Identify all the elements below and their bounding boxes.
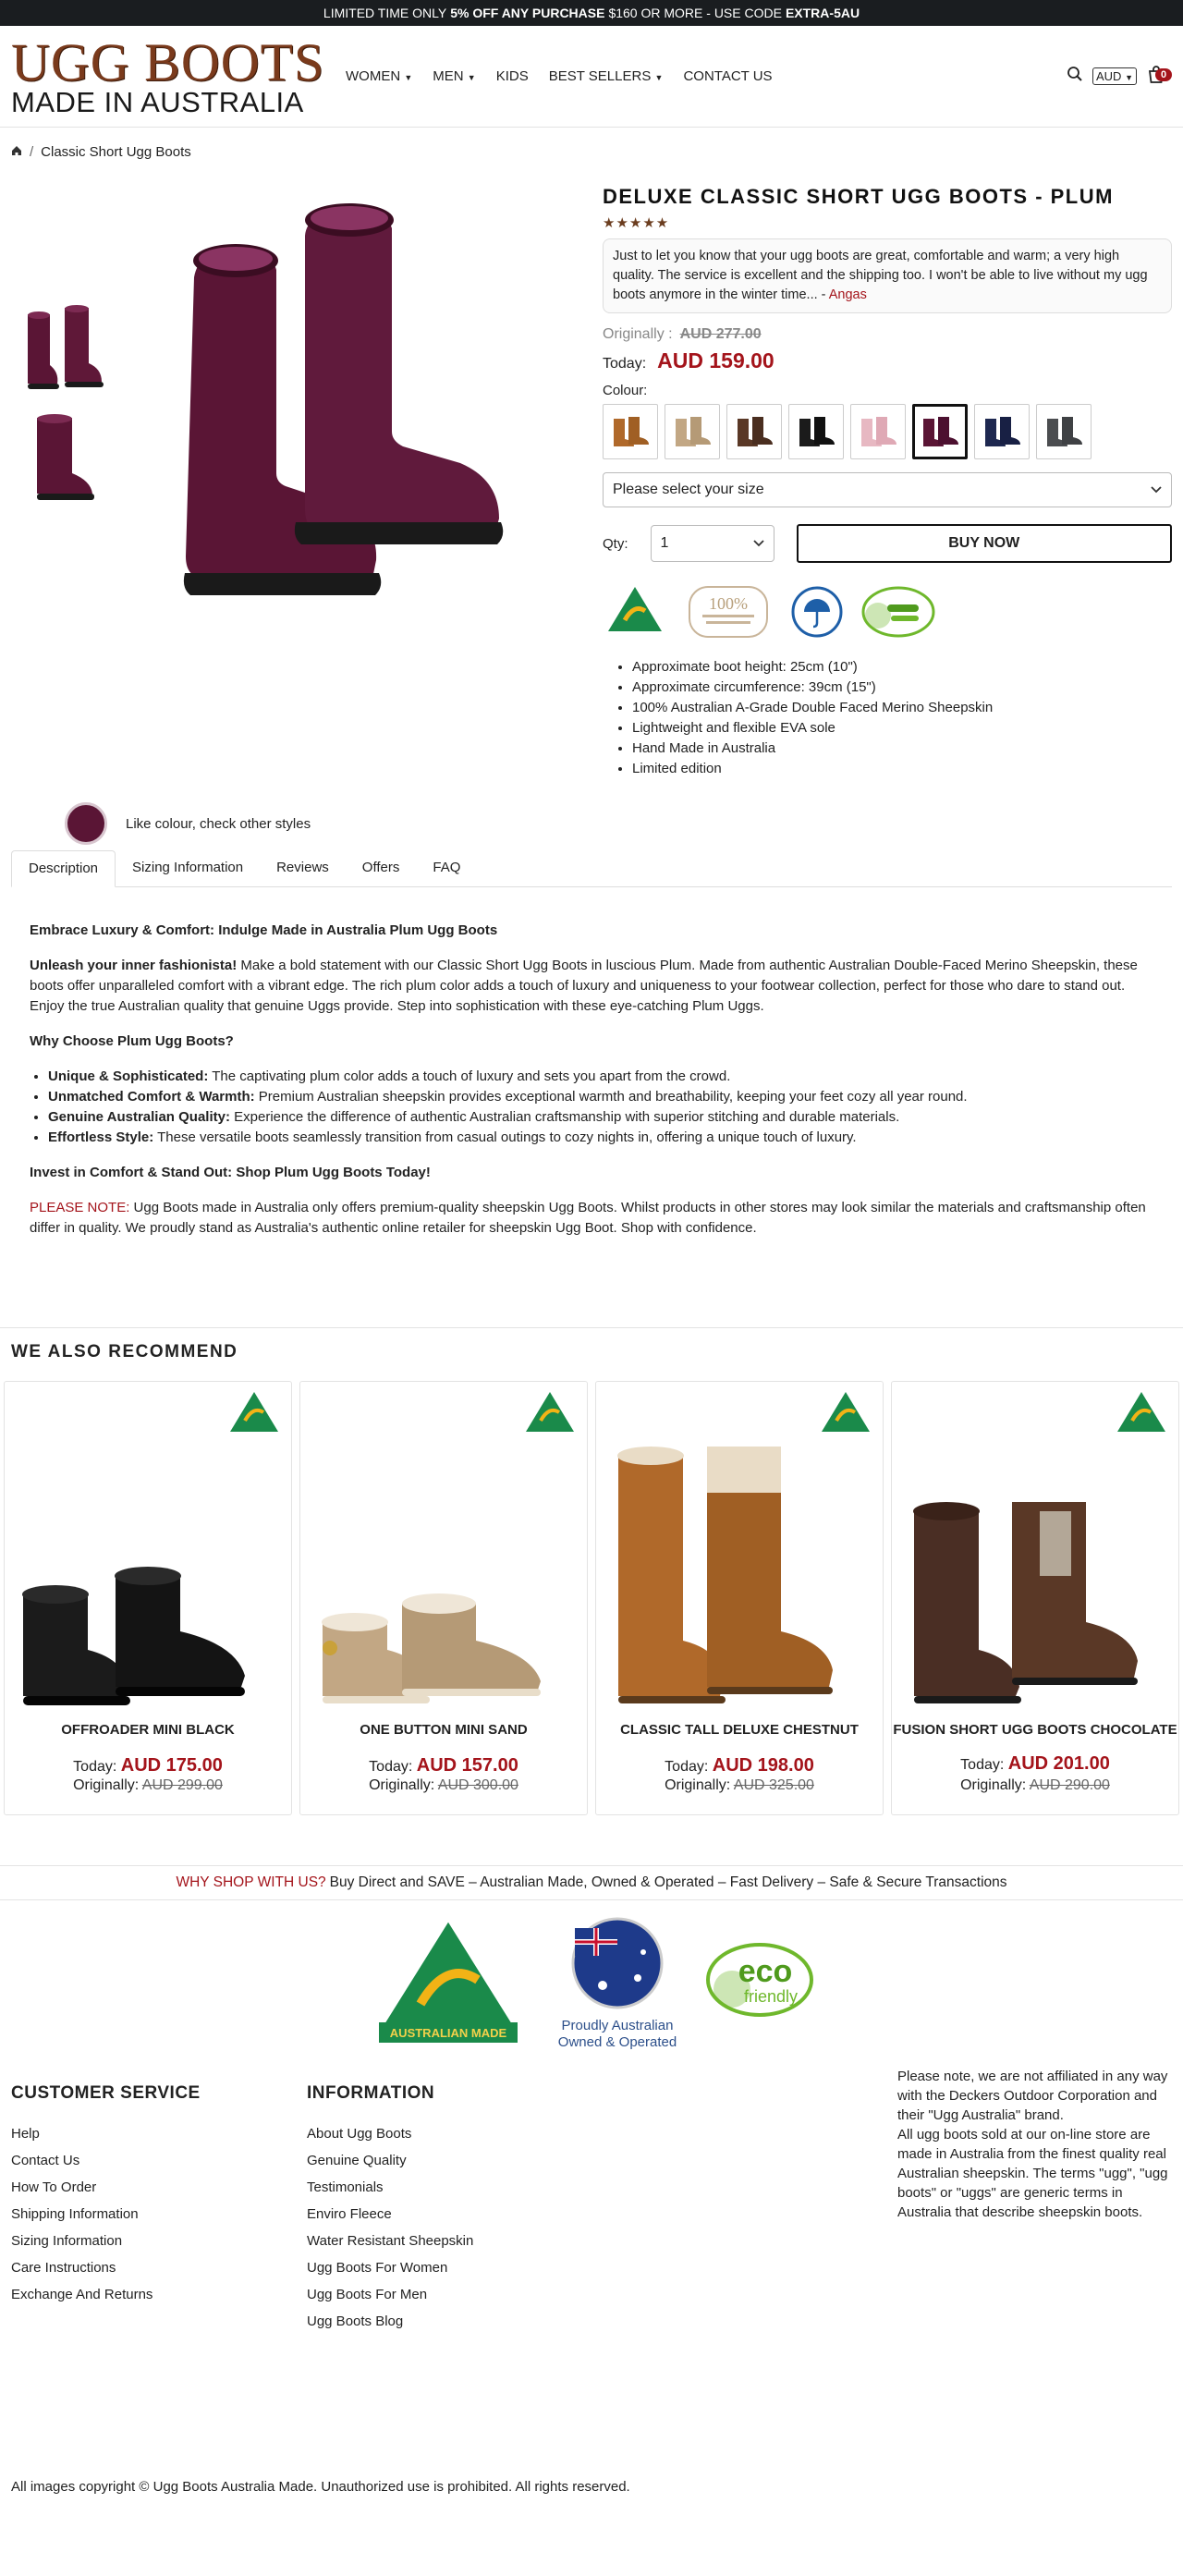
feature-item: • Limited edition <box>632 759 1172 779</box>
rating-stars[interactable]: ★★★★★ <box>603 215 670 231</box>
footer-link-how-to-order[interactable]: How To Order <box>11 2179 97 2195</box>
footer-link-testimonials[interactable]: Testimonials <box>307 2179 384 2195</box>
tab-description[interactable]: Description <box>11 850 116 887</box>
original-price-row <box>603 326 1172 343</box>
currency-select[interactable] <box>1092 67 1137 85</box>
today-label: Today: <box>665 1759 709 1775</box>
description-intro <box>30 956 1157 1017</box>
benefit-text: Premium Australian sheepskin provides exceptional warmth and breathability, keeping your feet cozy all year round. <box>254 1089 968 1105</box>
footer-link-blog[interactable]: Ugg Boots Blog <box>307 2314 404 2329</box>
product-card-today <box>892 1753 1178 1775</box>
benefit-item <box>48 1087 1157 1107</box>
product-card[interactable] <box>4 1381 292 1815</box>
water-resistant-umbrella-icon <box>789 584 845 644</box>
why-shop-banner <box>0 1865 1183 1900</box>
logo-line1: UGG BOOTS <box>11 31 325 92</box>
recommend-cards <box>4 1381 1179 1815</box>
copyright: All images copyright © Ugg Boots Australia Made. Unauthorized use is prohibited. All rights reserved. <box>11 2479 630 2495</box>
logo-line2: MADE IN AUSTRALIA <box>11 85 304 118</box>
chevron-down-icon <box>753 535 764 552</box>
footer-information <box>307 2083 473 2335</box>
caret-down-icon: ▼ <box>654 73 664 82</box>
feature-item: • Hand Made in Australia <box>632 739 1172 759</box>
promo-discount: 5% OFF ANY PURCHASE <box>450 6 605 20</box>
today-price-row <box>603 348 1172 373</box>
trust-badges <box>603 581 1172 646</box>
svg-text:100%: 100% <box>709 593 748 613</box>
caret-down-icon: ▼ <box>404 73 413 82</box>
main-nav <box>346 68 773 84</box>
product-card-today <box>596 1755 883 1776</box>
nav-contact-us[interactable]: CONTACT US <box>683 68 773 84</box>
benefit-title: Genuine Australian Quality: <box>48 1109 230 1125</box>
product-tabs <box>11 850 1172 887</box>
product-card[interactable] <box>595 1381 884 1815</box>
tab-offers[interactable]: Offers <box>361 860 400 875</box>
review-quote <box>603 238 1172 313</box>
australian-sheepskin-badge-icon <box>682 583 774 645</box>
feature-list <box>603 657 1172 779</box>
am-text: AUSTRALIAN MADE <box>389 2026 507 2040</box>
search-icon[interactable] <box>1067 66 1083 87</box>
originally-label: Originally: <box>369 1777 435 1793</box>
product-card-image <box>310 1437 578 1724</box>
footer-customer-service <box>11 2083 201 2308</box>
gallery-thumbnail[interactable] <box>18 300 139 402</box>
footer-link-care[interactable]: Care Instructions <box>11 2260 116 2276</box>
site-header <box>0 26 1183 128</box>
original-price: AUD 325.00 <box>733 1777 814 1793</box>
swatch-navy[interactable] <box>974 404 1030 459</box>
nav-best-sellers[interactable] <box>549 68 664 84</box>
product-title: DELUXE CLASSIC SHORT UGG BOOTS - PLUM <box>603 185 1114 208</box>
nav-best-sellers-label: BEST SELLERS <box>548 68 652 84</box>
description-heading: Embrace Luxury & Comfort: Indulge Made in Australia Plum Ugg Boots <box>30 922 498 938</box>
eco-line2: friendly <box>743 1987 799 2006</box>
proudly-line1: Proudly Australian <box>561 2018 674 2033</box>
benefit-text: These versatile boots seamlessly transition from casual outings to cozy nights in, offering a unique touch of luxury. <box>153 1129 857 1145</box>
breadcrumb-current[interactable]: Classic Short Ugg Boots <box>41 144 191 160</box>
australian-made-logo-icon <box>226 1389 282 1444</box>
original-price: AUD 300.00 <box>437 1777 518 1793</box>
chevron-down-icon: ▼ <box>1125 72 1133 82</box>
breadcrumb-separator: / <box>30 144 34 160</box>
footer-logos <box>370 1911 832 2059</box>
today-label: Today: <box>960 1757 1005 1773</box>
feature-item: • Approximate circumference: 39cm (15") <box>632 678 1172 698</box>
footer-link-quality[interactable]: Genuine Quality <box>307 2153 407 2168</box>
swatch-chestnut[interactable] <box>603 404 658 459</box>
footer-link-enviro-fleece[interactable]: Enviro Fleece <box>307 2206 392 2222</box>
tab-sizing-information[interactable]: Sizing Information <box>132 860 244 875</box>
currency-value: AUD <box>1096 68 1122 83</box>
today-price: AUD 198.00 <box>712 1755 814 1776</box>
why-text: Buy Direct and SAVE – Australian Made, Owned & Operated – Fast Delivery – Safe & Secure Transactions <box>329 1874 1007 1890</box>
product-card-image <box>14 1437 282 1724</box>
product-card-original <box>892 1777 1178 1794</box>
benefit-text: The captivating plum color adds a touch of luxury and sets you apart from the crowd. <box>208 1068 731 1084</box>
buy-now-button[interactable]: BUY NOW <box>797 524 1172 563</box>
colour-label: Colour: <box>603 383 648 398</box>
eco-friendly-icon <box>708 1945 811 2015</box>
qty-label: Qty: <box>603 535 628 552</box>
footer-link-men[interactable]: Ugg Boots For Men <box>307 2287 428 2302</box>
review-author: Angas <box>828 287 867 302</box>
originally-label: Originally: <box>665 1777 731 1793</box>
quantity-select[interactable] <box>651 525 774 562</box>
product-card-name[interactable]: OFFROADER MINI BLACK <box>61 1722 235 1738</box>
nav-men-label: MEN <box>433 68 464 84</box>
promo-text-before: LIMITED TIME ONLY <box>323 6 447 20</box>
why-label: WHY SHOP WITH US? <box>176 1874 326 1890</box>
product-card-name[interactable]: ONE BUTTON MINI SAND <box>360 1722 528 1738</box>
product-card-image <box>901 1437 1169 1724</box>
gallery-thumbnail[interactable] <box>18 407 139 508</box>
note-text: Ugg Boots made in Australia only offers premium-quality sheepskin Ugg Boots. Whilst products in other stores may look similar the materials and craftsmanship often differ in quality. We proudly stand as Australia's authentic online retailer for sheepskin Ugg Boot. Shop with confidence. <box>30 1200 1146 1236</box>
product-card-today <box>300 1755 587 1776</box>
today-price: AUD 159.00 <box>657 348 774 372</box>
nav-kids[interactable]: KIDS <box>495 68 529 84</box>
original-price: AUD 290.00 <box>1029 1777 1110 1793</box>
nav-women-label: WOMEN <box>346 68 401 84</box>
swatch-pink[interactable] <box>850 404 906 459</box>
footer-heading: CUSTOMER SERVICE <box>11 2083 201 2103</box>
cart-button[interactable] <box>1146 65 1170 87</box>
product-card-today <box>5 1755 291 1776</box>
chevron-down-icon <box>1151 482 1162 498</box>
intro-bold: Unleash your inner fashionista! <box>30 958 238 973</box>
quantity-row <box>603 524 1172 563</box>
benefit-title: Unique & Sophisticated: <box>48 1068 209 1084</box>
footer-link-help[interactable]: Help <box>11 2126 40 2142</box>
benefit-item <box>48 1107 1157 1128</box>
australian-made-logo-icon <box>603 583 667 645</box>
benefit-item <box>48 1128 1157 1148</box>
promo-text-mid: $160 OR MORE - USE CODE <box>608 6 782 20</box>
feature-item: • Approximate boot height: 25cm (10") <box>632 657 1172 678</box>
qty-value: 1 <box>660 535 669 551</box>
originally-label: Originally : <box>603 326 673 342</box>
footer-link-water-resistant[interactable]: Water Resistant Sheepskin <box>307 2233 474 2249</box>
product-gallery <box>0 176 592 832</box>
swatch-chocolate[interactable] <box>726 404 782 459</box>
like-colour-text: Like colour, check other styles <box>126 815 311 832</box>
benefit-title: Unmatched Comfort & Warmth: <box>48 1089 255 1105</box>
product-card-original <box>596 1777 883 1794</box>
please-note <box>30 1198 1157 1239</box>
australian-made-logo-icon <box>818 1389 873 1444</box>
product-card-image <box>605 1437 873 1724</box>
note-label: PLEASE NOTE: <box>30 1200 130 1215</box>
cta-heading: Invest in Comfort & Stand Out: Shop Plum Ugg Boots Today! <box>30 1165 431 1180</box>
footer-link-about[interactable]: About Ugg Boots <box>307 2126 412 2142</box>
review-text: Just to let you know that your ugg boots are great, comfortable and warm; a very high quality. The service is excellent and the shipping too. I won't be able to live without my ugg boots anymore in the winter time... - <box>613 249 1148 302</box>
nav-men[interactable] <box>433 68 475 84</box>
why-choose-heading: Why Choose Plum Ugg Boots? <box>30 1033 234 1049</box>
feature-item: • Lightweight and flexible EVA sole <box>632 718 1172 739</box>
australian-made-logo-icon <box>522 1389 578 1444</box>
proudly-australian-flag-icon <box>558 1919 677 2050</box>
benefit-item <box>48 1067 1157 1087</box>
swatch-plum[interactable] <box>912 404 968 459</box>
main-product-image[interactable] <box>157 176 582 619</box>
benefit-text: Experience the difference of authentic Australian craftsmanship with superior stitching and durable materials. <box>229 1109 900 1125</box>
header-actions <box>1067 65 1170 87</box>
promo-bar <box>0 0 1183 26</box>
size-placeholder: Please select your size <box>613 482 764 497</box>
tab-faq[interactable]: FAQ <box>433 860 461 875</box>
colour-dot <box>65 802 107 845</box>
today-label: Today: <box>369 1759 413 1775</box>
original-price: AUD 299.00 <box>141 1777 223 1793</box>
benefit-title: Effortless Style: <box>48 1129 154 1145</box>
description-panel <box>30 921 1157 1253</box>
product-card-original <box>5 1777 291 1794</box>
eco-line1: eco <box>738 1954 793 1989</box>
nav-women[interactable] <box>346 68 412 84</box>
product-info <box>603 185 1172 779</box>
colour-swatches <box>603 404 1172 459</box>
today-price: AUD 157.00 <box>416 1755 518 1776</box>
product-card-name[interactable]: CLASSIC TALL DELUXE CHESTNUT <box>620 1722 859 1738</box>
home-icon[interactable] <box>11 144 22 160</box>
footer-link-exchange[interactable]: Exchange And Returns <box>11 2287 153 2302</box>
footer-link-contact-us[interactable]: Contact Us <box>11 2153 80 2168</box>
today-price: AUD 201.00 <box>1007 1753 1110 1774</box>
benefit-list <box>30 1067 1157 1148</box>
footer-link-sizing[interactable]: Sizing Information <box>11 2233 123 2249</box>
feature-item: • 100% Australian A-Grade Double Faced Merino Sheepskin <box>632 698 1172 718</box>
recommend-title: WE ALSO RECOMMEND <box>11 1342 238 1361</box>
today-label: Today: <box>73 1759 117 1775</box>
size-select[interactable] <box>603 472 1172 507</box>
product-card[interactable] <box>891 1381 1179 1815</box>
eco-friendly-icon <box>860 584 937 644</box>
footer-link-women[interactable]: Ugg Boots For Women <box>307 2260 448 2276</box>
intro-text: Make a bold statement with our Classic Short Ugg Boots in luscious Plum. Made from authentic Australian Double-Faced Merino Sheepskin, these boots offer unparalleled comfort with a vibrant edge. The rich plum color adds a touch of luxury and uniqueness to your footwear collection, perfect for those who dare to stand out. Enjoy the true Australian quality that genuine Uggs provide. Step into sophistication with these eye-catching Plum Uggs. <box>30 958 1138 1014</box>
today-price: AUD 175.00 <box>120 1755 223 1776</box>
cart-count-badge: 0 <box>1155 68 1172 81</box>
swatch-black[interactable] <box>788 404 844 459</box>
swatch-grey[interactable] <box>1036 404 1092 459</box>
product-card-original <box>300 1777 587 1794</box>
promo-code: EXTRA-5AU <box>785 6 860 20</box>
footer-link-shipping[interactable]: Shipping Information <box>11 2206 139 2222</box>
australian-made-logo-icon <box>379 1919 518 2043</box>
like-colour-banner[interactable] <box>65 802 311 845</box>
proudly-line2: Owned & Operated <box>557 2034 677 2050</box>
product-card-name[interactable]: FUSION SHORT UGG BOOTS CHOCOLATE <box>893 1722 1177 1738</box>
originally-label: Originally: <box>73 1777 140 1793</box>
breadcrumb <box>11 144 191 160</box>
disclaimer-2: All ugg boots sold at our on-line store are made in Australia from the finest quality real Australian sheepskin. The terms "ugg", "ugg boots" or "uggs" are generic terms in Australia that describe sheepskin boots. <box>897 2127 1168 2220</box>
caret-down-icon: ▼ <box>467 73 476 82</box>
original-price: AUD 277.00 <box>679 326 762 342</box>
footer-disclaimer <box>897 2067 1175 2222</box>
today-label: Today: <box>603 356 647 372</box>
product-card[interactable] <box>299 1381 588 1815</box>
disclaimer-1: Please note, we are not affiliated in any way with the Deckers Outdoor Corporation and their "Ugg Australia" brand. <box>897 2069 1168 2123</box>
site-logo[interactable] <box>11 31 325 118</box>
tab-reviews[interactable]: Reviews <box>276 860 329 875</box>
footer-heading: INFORMATION <box>307 2083 435 2103</box>
section-divider <box>0 1327 1183 1328</box>
swatch-sand[interactable] <box>665 404 720 459</box>
originally-label: Originally: <box>960 1777 1027 1793</box>
australian-made-logo-icon <box>1114 1389 1169 1444</box>
